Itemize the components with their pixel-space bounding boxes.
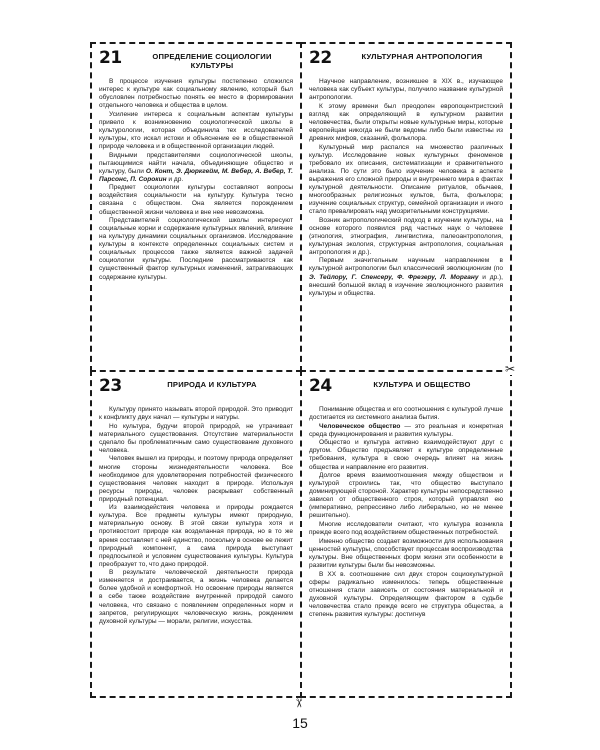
card-title: ОПРЕДЕЛЕНИЕ СОЦИОЛОГИИ КУЛЬТУРЫ — [152, 52, 272, 70]
paragraph: Многие исследователи считают, что культура возникла прежде всего под воздействием общественных потребностей. — [309, 521, 503, 537]
paragraph: В результате человеческой деятельности природа изменяется и достраивается, а жизнь человека делается более удобной и комфортной. Но освоение природы является в себе также воздействие внутренней природой самого человека, что связано с появлением определенных норм и запретов, регулирующих человеческую жизнь, рождением духовной культуры — морали, религии, искусства. — [99, 569, 293, 625]
paragraph: Понимание общества и его соотношения с культурой лучше достигается из системного анализа бытия. — [309, 406, 503, 422]
author-names: Э. Тейлору, Г. Спенсеру, Ф. Фрезеру, Л. Моргану — [309, 273, 479, 281]
paragraph: В XX в. соотношение сил двух сторон социокультурной сферы радикально изменилось: теперь общественные отношения стали зависеть от состояния материальной и духовной культуры. Определяющим фактором в судьбе человечества стало прежде всего не структура общества, а степень развития культуры: достигнув — [309, 570, 503, 618]
card-22 — [300, 42, 512, 372]
card-title: КУЛЬТУРНАЯ АНТРОПОЛОГИЯ — [361, 52, 483, 61]
paragraph: Долгое время взаимоотношения между обществом и культурой строились так, что общество выступало доминирующей стороной. Характер культуры непосредственно зависел от общественного строя, который управлял ею (императивно, репрессивно либо либерально, но не менее решительно). — [309, 472, 503, 520]
paragraph — [309, 423, 503, 439]
card-body — [99, 406, 293, 626]
card-title: ПРИРОДА И КУЛЬТУРА — [167, 380, 257, 389]
paragraph: Общество и культура активно взаимодействуют друг с другом. Общество предъявляет к культуре определенные требования, культура в свою очередь влияет на жизнь общества и направление его развития. — [309, 439, 503, 471]
card-24 — [300, 370, 512, 698]
paragraph: К этому времени был преодолен европоцентристский взгляд как определяющий в культурном развитии человечества, были открыты новые культурные миры, которые европейцам никогда не были ведомы либо были известны из древних мифов, сказаний, фольклора. — [309, 102, 503, 142]
paragraph: Из взаимодействия человека и природы рождается культура. Все предметы культуры имеют природную, материальную основу. В этой связи культура хотя и противостоит природе как возделанная природа, но в то же время составляет с ней единство, поскольку в основе ее лежит природный компонент, а сама природа выступает предпосылкой и условием существования культуры. Культура преобразует то, что дано природой. — [99, 504, 293, 568]
paragraph: Человек вышел из природы, и поэтому природа определяет многие стороны жизнедеятельности человека. Все необходимое для удовлетворения потребностей физического существования человек находит в природе. Используя ресурсы природы, человек раскрывает собственный природный потенциал. — [99, 455, 293, 503]
term: Человеческое общество — [319, 422, 401, 430]
paragraph: Усиление интереса к социальным аспектам культуры привело к возникновению социологической школы в культурологии, которая объединила тех исследователей культуры, кто искал истоки и объяснение ее в общественной природе человека и в общественной организации людей. — [99, 110, 293, 150]
paragraph — [309, 257, 503, 297]
page-number: 15 — [292, 715, 308, 731]
card-header — [309, 48, 503, 74]
paragraph: Возник антропологический подход в изучении культуры, на основе которого появился ряд частных наук о человеке (этнология, этнография, лингвистика, палеоантропология, культурная экология, структурная антропология, социальная антропология и др.). — [309, 216, 503, 256]
paragraph-text: и др.), внесший большой вклад в изучение эволюционного развития культуры и общества. — [309, 273, 503, 297]
card-number: 22 — [309, 48, 332, 68]
card-number: 21 — [99, 48, 122, 68]
paragraph: Представителей социологической школы интересуют социальные корни и содержание культурных явлений, влияние на культуру динамики социальных организмов. Исследование культуры в контексте определенных социальных систем и социальных процессов также является важной задачей социологии культуры. Последние рассматриваются как существенный фактор культурных изменений, затрагивающих содержание культуры. — [99, 217, 293, 281]
paragraph: Предмет социологии культуры составляют вопросы воздействия социальности на культуру. Культура тесно связана с обществом. Она является порождением общественной жизни человека и вне нее невозможна. — [99, 184, 293, 216]
card-21 — [90, 42, 302, 372]
card-header — [99, 376, 293, 402]
card-number: 24 — [309, 376, 332, 396]
scissors-icon: ✂ — [505, 362, 516, 376]
paragraph: В процессе изучения культуры постепенно сложился интерес к культуре как социальному явлению, который был обусловлен потребностью понять ее место в формировании отдельного человека и общества в целом. — [99, 78, 293, 110]
paragraph-text: — это реальная и конкретная среда функционирования и развития культуры. — [309, 422, 503, 438]
scissors-icon: ✂ — [292, 697, 307, 709]
paragraph-text: Видными представителями социологической школы, пытающимися найти начала, объединяющие общество и культуру, были — [99, 151, 293, 175]
paragraph: Но культура, будучи второй природой, не утрачивает материального существования. Отсутствие материальности сделало бы проблематичным само существование духовного человека. — [99, 422, 293, 454]
card-header — [309, 376, 503, 402]
card-header — [99, 48, 293, 74]
card-23 — [90, 370, 302, 698]
author-names: О. Конт, Э. Дюркгейм, М. Вебер, А. Вебер, Т. Парсонс, П. Сорокин — [99, 167, 293, 183]
card-body — [309, 406, 503, 619]
card-title: КУЛЬТУРА И ОБЩЕСТВО — [373, 380, 471, 389]
card-number: 23 — [99, 376, 122, 396]
paragraph: Именно общество создает возможности для использования ценностей культуры, способствует процессам воспроизводства культуры. Вне общественных форм жизни эти особенности в развитии культуры были бы невозможны. — [309, 537, 503, 569]
paragraph: Научное направление, возникшее в XIX в., изучающее человека как субъект культуры, получило название культурной антропологии. — [309, 78, 503, 102]
paragraph-text: и др. — [166, 175, 184, 183]
paragraph: Культуру принято называть второй природой. Это приводит к конфликту двух начал — культуры и натуры. — [99, 406, 293, 422]
paragraph: Культурный мир распался на множество различных культур. Исследование новых культурных феноменов требовало их описания, систематизации и сравнительного анализа. По сути это было изучение человека в аспекте выражения его сложной природы и внутреннего мира в фактах культурной деятельности. Описание ритуалов, обычаев, многообразных религиозных культов, быта, фольклора; изучение социальных структур, семейной организации и иного стало превалировать над умозрительными конструкциями. — [309, 143, 503, 215]
paragraph — [99, 152, 293, 184]
card-body — [309, 78, 503, 298]
paragraph-text: Первым значительным научным направлением в культурной антропологии был классический эволюционизм (по — [309, 257, 503, 273]
card-body — [99, 78, 293, 282]
